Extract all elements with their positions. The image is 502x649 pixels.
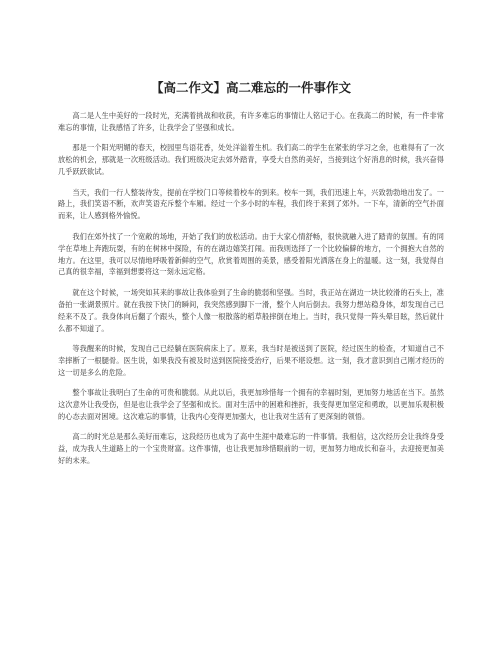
paragraph: 高二的时光总是那么美好而难忘，这段经历也成为了高中生涯中最难忘的一件事情。我相信，这次经历会让我终身受益，成为我人生道路上的一个宝贵财富。这件事情，也让我更加珍惜眼前的一切，更加努力地成长和奋斗，去迎接更加美好的未来。 bbox=[58, 432, 444, 466]
paragraph: 我们在郊外找了一个宽敞的场地，开始了我们的放松活动。由于大家心情舒畅，很快就融入进了踏青的氛围。有的同学在草地上奔跑玩耍，有的在树林中探险，有的在湖边嬉笑打闹。而我则选择了一个比较偏僻的地方，一个拥抱大自然的地方。在这里，我可以尽情地呼吸着新鲜的空气，欣赏着周围的美景，感受着阳光洒落在身上的温暖。这一刻，我觉得自己真的很幸福，幸福到想要将这一刻永远定格。 bbox=[58, 231, 444, 277]
paragraph: 那是一个阳光明媚的春天，校园里鸟语花香，处处洋溢着生机。我们高二的学生在紧张的学习之余，也难得有了一次放松的机会，那就是一次班级活动。我们班级决定去郊外踏青，享受大自然的美好，当接到这个好消息的时候，我兴奋得几乎跃跃欲试。 bbox=[58, 143, 444, 177]
paragraph: 高二是人生中美好的一段时光，充满着挑战和收获，有许多难忘的事情让人铭记于心。在我高二的时候，有一件非常难忘的事情，让我感悟了许多，让我学会了坚强和成长。 bbox=[58, 111, 444, 132]
paragraph: 就在这个时候，一场突如其来的事故让我体验到了生命的脆弱和坚强。当时，我正站在湖边一块比较滑的石头上，准备拍一张湖景照片。就在我按下快门的瞬间，我突然感到脚下一滑，整个人向后倒去。我努力想站稳身体，却发现自己已经来不及了。我身体向后翻了个跟头，整个人像一根散落的稻草般摔倒在地上。当时，我只觉得一阵头晕目眩，然后就什么都不知道了。 bbox=[58, 287, 444, 333]
paragraph: 整个事故让我明白了生命的可贵和脆弱。从此以后，我更加珍惜每一个拥有的幸福时刻，更加努力地活在当下。虽然这次意外让我受伤，但是也让我学会了坚强和成长。面对生活中的困难和挫折，我变得更加坚定和勇敢，以更加乐观积极的心态去面对困境。这次难忘的事情，让我内心变得更加强大，也让我对生活有了更深刻的领悟。 bbox=[58, 388, 444, 422]
paragraph: 当天，我们一行人整装待发，提前在学校门口等候着校车的到来。校车一到，我们迅速上车，兴致勃勃地出发了。一路上，我们笑语不断，欢声笑语充斥整个车厢。经过一个多小时的车程，我们终于来到了郊外。一下车，清新的空气扑面而来，让人感到格外愉悦。 bbox=[58, 187, 444, 221]
paragraph: 等我醒来的时候，发现自己已经躺在医院病床上了。原来，我当时是被送到了医院，经过医生的检查，才知道自己不幸摔断了一根腿骨。医生说，如果我没有被及时送到医院接受治疗，后果不堪设想。这一刻，我才意识到自己刚才经历的这一切是多么的危险。 bbox=[58, 344, 444, 377]
document-title: 【高二作文】高二难忘的一件事作文 bbox=[150, 80, 351, 95]
